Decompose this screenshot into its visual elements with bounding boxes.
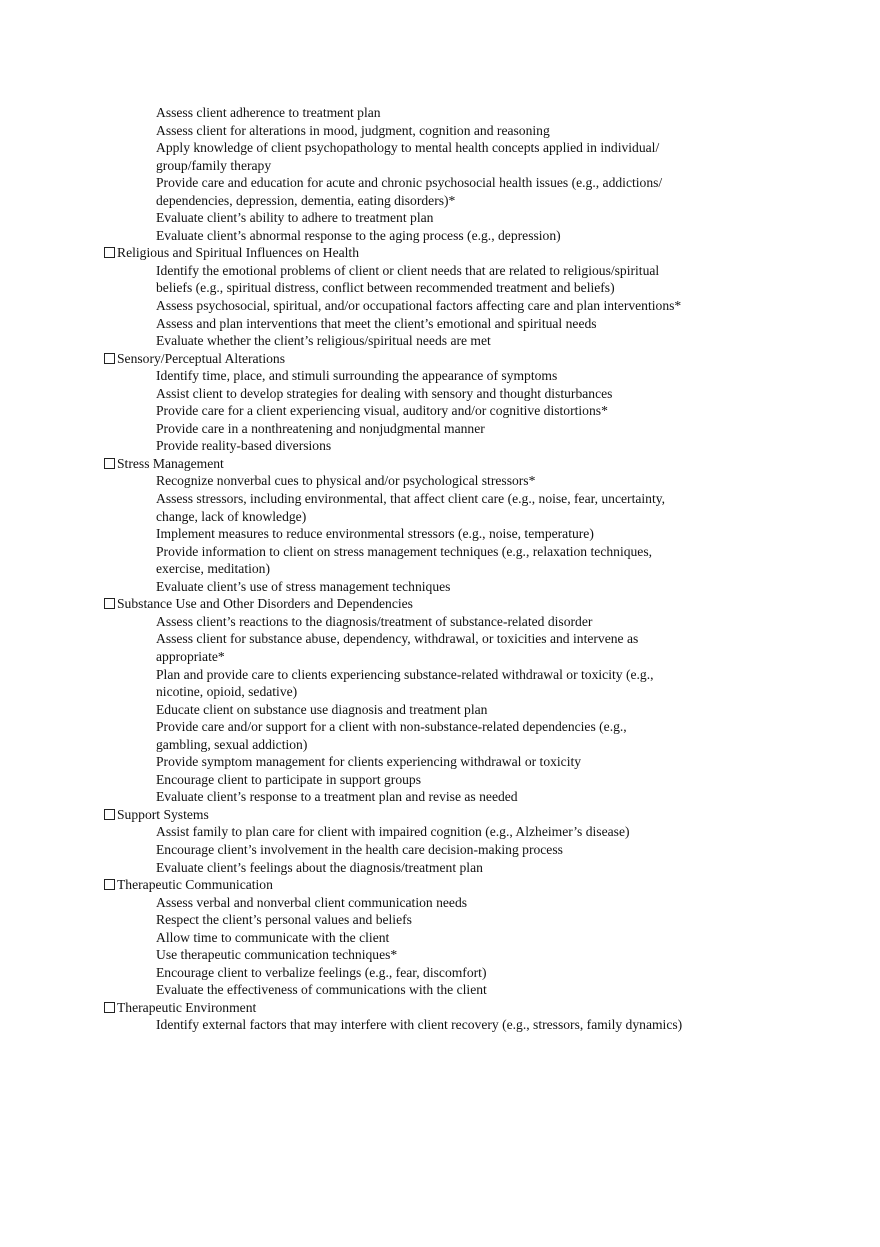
list-item	[104, 630, 682, 665]
list-item-line: Assess client for substance abuse, dependency, withdrawal, or toxicities and intervene as	[156, 631, 639, 647]
list-item-line: Recognize nonverbal cues to physical and/or psychological stressors*	[156, 473, 536, 489]
list-item	[104, 402, 682, 420]
list-item-line: Provide symptom management for clients experiencing withdrawal or toxicity	[156, 754, 582, 770]
section	[104, 595, 682, 806]
list-item	[104, 139, 682, 174]
checkbox-icon	[104, 353, 115, 364]
list-item-line: Provide information to client on stress management techniques (e.g., relaxation techniques,	[156, 543, 653, 559]
list-item-line: Evaluate the effectiveness of communications with the client	[156, 982, 487, 998]
list-item	[104, 1016, 682, 1034]
section-heading	[104, 455, 682, 473]
list-item-line: appropriate*	[156, 648, 225, 664]
list-item	[104, 771, 682, 789]
list-item	[104, 543, 682, 578]
list-item	[104, 894, 682, 912]
list-item-line: group/family therapy	[156, 157, 272, 173]
list-item-line: Evaluate client’s feelings about the diagnosis/treatment plan	[156, 859, 483, 875]
list-item-line: exercise, meditation)	[156, 561, 270, 577]
list-item-line: Respect the client’s personal values and beliefs	[156, 912, 412, 928]
list-item-line: Encourage client to participate in support groups	[156, 771, 421, 787]
section	[104, 350, 682, 455]
section-heading-text: Therapeutic Environment	[117, 999, 257, 1015]
list-item-line: Assess psychosocial, spiritual, and/or occupational factors affecting care and plan interventions*	[156, 298, 682, 314]
list-item	[104, 613, 682, 631]
list-item-line: Assess and plan interventions that meet the client’s emotional and spiritual needs	[156, 315, 597, 331]
checkbox-icon	[104, 809, 115, 820]
checkbox-icon	[104, 598, 115, 609]
list-item-line: beliefs (e.g., spiritual distress, conflict between recommended treatment and beliefs)	[156, 280, 615, 296]
list-item	[104, 315, 682, 333]
section-heading-text: Therapeutic Communication	[117, 877, 273, 893]
list-item	[104, 420, 682, 438]
list-item-line: Assist client to develop strategies for dealing with sensory and thought disturbances	[156, 385, 613, 401]
list-item-line: Assist family to plan care for client with impaired cognition (e.g., Alzheimer’s disease)	[156, 824, 630, 840]
list-item	[104, 297, 682, 315]
list-item-line: Assess verbal and nonverbal client communication needs	[156, 894, 468, 910]
checkbox-icon	[104, 879, 115, 890]
list-item	[104, 701, 682, 719]
section-heading-text: Substance Use and Other Disorders and Dependencies	[117, 596, 413, 612]
list-item	[104, 964, 682, 982]
list-item-line: Provide care and education for acute and chronic psychosocial health issues (e.g., addictions/	[156, 175, 663, 191]
list-item-line: dependencies, depression, dementia, eating disorders)*	[156, 192, 456, 208]
list-item	[104, 911, 682, 929]
list-item-line: Plan and provide care to clients experiencing substance-related withdrawal or toxicity (e.g.,	[156, 666, 654, 682]
section-heading	[104, 244, 682, 262]
list-item-line: Provide care in a nonthreatening and nonjudgmental manner	[156, 420, 485, 436]
list-item-line: Provide care and/or support for a client with non-substance-related dependencies (e.g.,	[156, 719, 627, 735]
section-heading-text: Stress Management	[117, 455, 224, 471]
section-heading	[104, 350, 682, 368]
list-item	[104, 823, 682, 841]
list-item-line: Use therapeutic communication techniques*	[156, 947, 398, 963]
section	[104, 104, 682, 244]
list-item-line: Educate client on substance use diagnosis and treatment plan	[156, 701, 488, 717]
list-item	[104, 209, 682, 227]
list-item	[104, 718, 682, 753]
list-item	[104, 262, 682, 297]
list-item	[104, 841, 682, 859]
list-item	[104, 227, 682, 245]
section-heading	[104, 806, 682, 824]
list-item-line: change, lack of knowledge)	[156, 508, 307, 524]
list-item-line: Identify time, place, and stimuli surrounding the appearance of symptoms	[156, 368, 558, 384]
list-item	[104, 122, 682, 140]
list-item-line: Evaluate client’s ability to adhere to treatment plan	[156, 210, 434, 226]
list-item	[104, 859, 682, 877]
checkbox-icon	[104, 1002, 115, 1013]
list-item-line: Assess client adherence to treatment plan	[156, 105, 381, 120]
list-item	[104, 437, 682, 455]
list-item	[104, 367, 682, 385]
list-item	[104, 525, 682, 543]
section	[104, 999, 682, 1034]
section-heading-text: Sensory/Perceptual Alterations	[117, 350, 285, 366]
section-heading	[104, 999, 682, 1017]
list-item-line: Evaluate client’s abnormal response to the aging process (e.g., depression)	[156, 227, 561, 243]
list-item-line: Allow time to communicate with the client	[156, 929, 390, 945]
section	[104, 876, 682, 999]
list-item	[104, 666, 682, 701]
section-heading-text: Support Systems	[117, 806, 209, 822]
list-item	[104, 174, 682, 209]
list-item-line: Apply knowledge of client psychopathology to mental health concepts applied in individual/	[156, 140, 660, 156]
document-body	[104, 104, 682, 1034]
list-item	[104, 332, 682, 350]
list-item-line: Assess client’s reactions to the diagnosis/treatment of substance-related disorder	[156, 613, 593, 629]
section	[104, 244, 682, 349]
list-item	[104, 578, 682, 596]
list-item	[104, 788, 682, 806]
list-item-line: Implement measures to reduce environmental stressors (e.g., noise, temperature)	[156, 526, 594, 542]
list-item-line: Identify the emotional problems of client or client needs that are related to religious/spiritual	[156, 262, 660, 278]
list-item	[104, 981, 682, 999]
list-item-line: Evaluate whether the client’s religious/spiritual needs are met	[156, 333, 491, 349]
list-item-line: Identify external factors that may interfere with client recovery (e.g., stressors, family dynamics)	[156, 1017, 683, 1033]
list-item	[104, 929, 682, 947]
list-item-line: gambling, sexual addiction)	[156, 736, 308, 752]
list-item-line: Assess stressors, including environmental, that affect client care (e.g., noise, fear, uncertainty,	[156, 491, 666, 507]
list-item-line: Provide care for a client experiencing visual, auditory and/or cognitive distortions*	[156, 403, 608, 419]
list-item	[104, 490, 682, 525]
section	[104, 806, 682, 876]
section	[104, 455, 682, 595]
list-item	[104, 946, 682, 964]
list-item	[104, 753, 682, 771]
list-item	[104, 472, 682, 490]
list-item-line: Assess client for alterations in mood, judgment, cognition and reasoning	[156, 122, 550, 138]
list-item-line: Provide reality-based diversions	[156, 438, 332, 454]
list-item-line: Evaluate client’s use of stress management techniques	[156, 578, 451, 594]
list-item-line: Encourage client to verbalize feelings (e.g., fear, discomfort)	[156, 964, 487, 980]
section-heading	[104, 595, 682, 613]
section-heading-text: Religious and Spiritual Influences on Health	[117, 245, 359, 261]
checkbox-icon	[104, 247, 115, 258]
list-item	[104, 385, 682, 403]
list-item-line: Evaluate client’s response to a treatment plan and revise as needed	[156, 789, 518, 805]
list-item-line: Encourage client’s involvement in the health care decision-making process	[156, 841, 563, 857]
list-item-line: nicotine, opioid, sedative)	[156, 684, 298, 700]
checkbox-icon	[104, 458, 115, 469]
list-item	[104, 104, 682, 122]
section-heading	[104, 876, 682, 894]
